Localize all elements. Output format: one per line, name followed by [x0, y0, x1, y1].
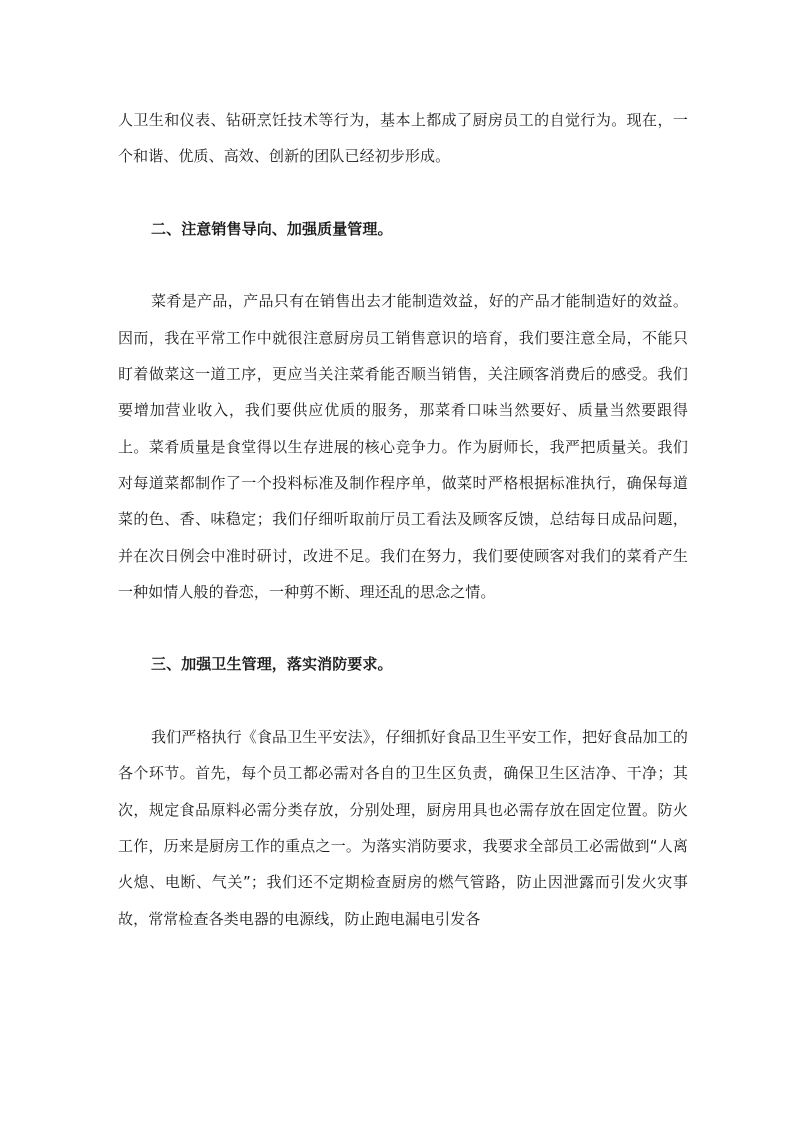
paragraph-hygiene: 我们严格执行《食品卫生平安法》，仔细抓好食品卫生平安工作，把好食品加工的各个环节。首先，每个员工都必需对各自的卫生区负责，确保卫生区洁净、干净；其次，规定食品原料必需分类存放，分别处理，厨房用具也必需存放在固定位置。防火工作，历来是厨房工作的重点之一。为落实消防要求，我要求全部员工必需做到“人离火熄、电断、气关”；我们还不定期检查厨房的燃气管路，防止因泄露而引发火灾事故，常常检查各类电器的电源线，防止跑电漏电引发各 — [118, 728, 688, 928]
paragraph-quality: 菜肴是产品，产品只有在销售出去才能制造效益，好的产品才能制造好的效益。因而，我在平常工作中就很注意厨房员工销售意识的培育，我们要注意全局，不能只盯着做菜这一道工序，更应当关注菜肴能否顺当销售，关注顾客消费后的感受。我们要增加营业收入，我们要供应优质的服务，那菜肴口味当然要好、质量当然要跟得上。菜肴质量是食堂得以生存进展的核心竞争力。作为厨师长，我严把质量关。我们对每道菜都制作了一个投料标准及制作程序单，做菜时严格根据标准执行，确保每道菜的色、香、味稳定；我们仔细听取前厅员工看法及顾客反馈，总结每日成品问题，并在次日例会中准时研讨，改进不足。我们在努力，我们要使顾客对我们的菜肴产生一种如情人般的眷恋，一种剪不断、理还乱的思念之情。 — [118, 292, 688, 601]
paragraph-gap — [118, 610, 688, 646]
document-page — [118, 102, 688, 937]
section-heading-3: 三、加强卫生管理，落实消防要求。 — [151, 655, 393, 674]
paragraph-gap — [118, 683, 688, 719]
paragraph-continued: 人卫生和仪表、钻研烹饪技术等行为，基本上都成了厨房员工的自觉行为。现在，一个和谐、优质、高效、创新的团队已经初步形成。 — [118, 111, 688, 166]
paragraph-gap — [118, 175, 688, 211]
paragraph-gap — [118, 247, 688, 283]
section-heading-2: 二、注意销售导向、加强质量管理。 — [151, 219, 393, 238]
